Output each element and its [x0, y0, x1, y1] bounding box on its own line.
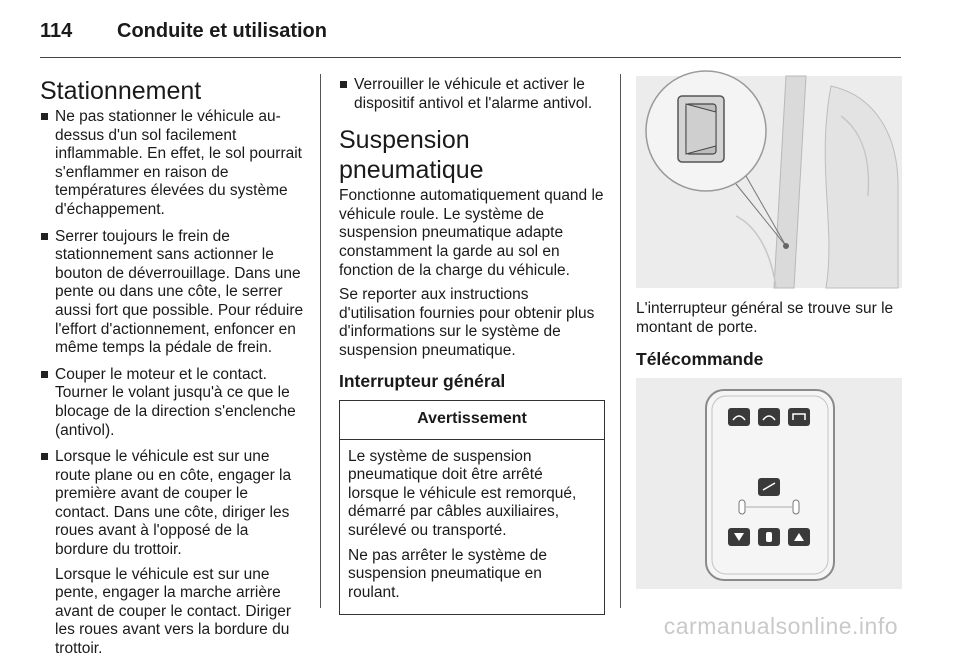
bullet-text: Verrouiller le véhicule et activer le dispositif antivol et l'alarme antivol.: [354, 76, 593, 112]
chapter-title: Conduite et utilisation: [117, 20, 327, 42]
bullet-text: Serrer toujours le frein de stationnement sans actionner le bouton de déverrouillage. Dans une pente ou dans une côte, le serrer aussi fort que possible. Pour réduire l'effort d'actionnement, enfoncer en même temps la pédale de frein.: [55, 227, 304, 357]
bullet-text: Ne pas stationner le véhicule au-dessus d'un sol facilement inflammable. En effet, le sol pourrait s'enflammer en raison de températures élevées du système d'échappement.: [55, 108, 302, 218]
column-parking: [40, 76, 304, 667]
main-switch-illustration: [636, 76, 902, 288]
warning-text: Ne pas arrêter le système de suspension pneumatique en roulant.: [348, 546, 548, 601]
section-heading-air-suspension: Suspension pneumatique: [339, 126, 484, 185]
warning-title: Avertissement: [340, 401, 604, 440]
bullet-item: [339, 76, 605, 113]
subheading-main-switch: Interrupteur général: [339, 370, 506, 391]
bullet-text-continued: Lorsque le véhicule est sur une pente, engager la marche arrière avant de couper le contact. Diriger les roues avant vers la bordure du trottoir.: [55, 565, 292, 658]
column-divider: [620, 74, 621, 608]
bullet-item: [40, 108, 304, 220]
warning-box: [339, 400, 605, 616]
warning-body: [340, 440, 604, 615]
bullet-text: Lorsque le véhicule est sur une route plane ou en côte, engager la première avant de couper le contact. Dans une côte, diriger les roues avant à l'opposé de la bordure du trottoir.: [55, 448, 292, 559]
warning-text: Le système de suspension pneumatique doit être arrêté lorsque le véhicule est remorqué, démarré par câbles auxiliaires, surélevé ou transporté.: [348, 447, 577, 539]
remote-control-illustration: [636, 378, 902, 589]
section-heading-parking: Stationnement: [40, 77, 202, 105]
column-air-suspension: [339, 76, 605, 615]
parking-bullet-list-continued: [339, 76, 605, 113]
subheading-remote-control: Télécommande: [636, 349, 764, 370]
header-rule: [40, 57, 901, 58]
column-divider: [320, 74, 321, 608]
watermark: carmanualsonline.info: [663, 613, 898, 639]
bullet-item: [40, 366, 304, 440]
bullet-item: [40, 228, 304, 358]
page-number: 114: [40, 20, 73, 42]
bullet-text: Couper le moteur et le contact. Tourner le volant jusqu'à ce que le blocage de la direction s'enclenche (antivol).: [55, 365, 296, 439]
body-paragraph: Se reporter aux instructions d'utilisation fournies pour obtenir plus d'informations sur le système de suspension pneumatique.: [339, 286, 595, 359]
parking-bullet-list: [40, 108, 304, 659]
body-paragraph: Fonctionne automatiquement quand le véhicule roule. Le système de suspension pneumatique adapte constamment la garde au sol en fonction de la charge du véhicule.: [339, 187, 604, 279]
bullet-item: [40, 448, 304, 659]
figure-caption: L'interrupteur général se trouve sur le montant de porte.: [636, 300, 894, 336]
column-figures: [636, 76, 902, 589]
